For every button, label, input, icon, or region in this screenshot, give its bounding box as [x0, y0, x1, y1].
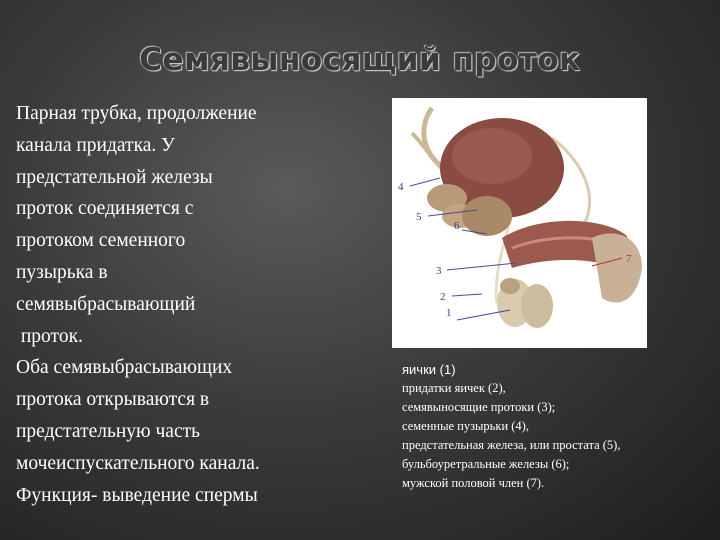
figure-label: 4: [398, 181, 404, 193]
legend-item: предстательная железа, или простата (5),: [402, 438, 621, 452]
body-line: проток.: [16, 325, 83, 347]
body-line: Функция- выведение спермы: [16, 484, 258, 506]
body-line: семявыбрасывающий: [16, 293, 196, 315]
body-line: предстательную часть: [16, 420, 201, 442]
figure-legend: [402, 360, 712, 493]
body-line: протоком семенного: [16, 230, 186, 252]
body-text: [16, 98, 376, 511]
legend-item: придатки яичек (2),: [402, 381, 506, 395]
legend-item: мужской половой член (7).: [402, 476, 545, 490]
body-line: Оба семявыбрасывающих: [16, 357, 233, 379]
legend-item: семявыносящие протоки (3);: [402, 400, 556, 414]
legend-item: бульбоуретральные железы (6);: [402, 457, 570, 471]
body-line: мочеиспускательного канала.: [16, 452, 260, 474]
figure-label: 6: [454, 220, 460, 232]
figure-label: 5: [416, 211, 422, 223]
figure-label: 1: [446, 307, 452, 319]
slide-title: Семявыносящий проток: [139, 42, 581, 78]
body-line: протока открываются в: [16, 389, 210, 411]
body-line: проток соединяется с: [16, 198, 194, 220]
anatomy-illustration: [392, 98, 647, 348]
figure-label: 2: [440, 291, 446, 303]
body-line: Парная трубка, продолжение: [16, 103, 257, 124]
legend-item: семенные пузырьки (4),: [402, 419, 529, 433]
body-line: предстательной железы: [16, 166, 213, 188]
body-line: канала придатка. У: [16, 134, 175, 156]
legend-item: яички (1): [402, 362, 456, 377]
figure-label: 7: [626, 253, 632, 265]
body-line: пузырька в: [16, 261, 108, 283]
figure-label: 3: [436, 265, 442, 277]
anatomy-drawing: [392, 98, 647, 348]
